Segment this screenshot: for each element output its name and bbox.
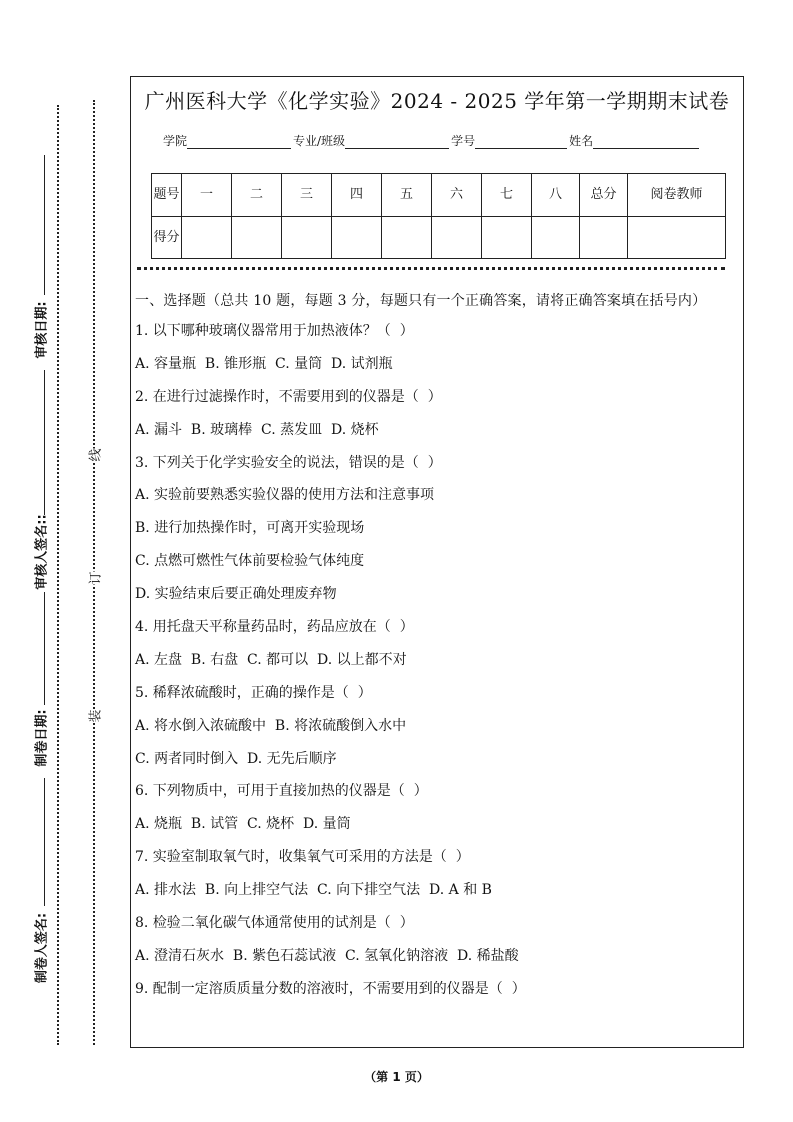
score-cell[interactable] <box>182 216 232 259</box>
binding-char-zhuang: 装 <box>82 709 107 722</box>
page-number: （第 1 页） <box>364 1070 429 1084</box>
score-cell[interactable] <box>282 216 332 259</box>
dotted-separator <box>137 267 725 270</box>
score-cell[interactable] <box>628 216 726 259</box>
reviewer-signature-label: 审核人签名:: <box>34 514 50 590</box>
answer-options: A. 左盘 B. 右盘 C. 都可以 D. 以上都不对 <box>135 651 407 668</box>
question-stem: 9. 配制一定溶质质量分数的溶液时，不需要用到的仪器是（ ） <box>135 980 526 997</box>
score-cell[interactable] <box>432 216 482 259</box>
score-cell[interactable] <box>580 216 628 259</box>
exam-content <box>135 290 735 1006</box>
paper-maker-signature-label: 制卷人签名: <box>34 912 50 984</box>
score-col-6: 六 <box>432 174 482 217</box>
name-label: 姓名 <box>569 134 594 148</box>
score-cell[interactable] <box>482 216 532 259</box>
question-stem: 5. 稀释浓硫酸时，正确的操作是（ ） <box>135 684 372 701</box>
paper-date-line <box>44 592 45 705</box>
answer-options: D. 实验结束后要正确处理废弃物 <box>135 586 337 603</box>
answer-options: A. 烧瓶 B. 试管 C. 烧杯 D. 量筒 <box>135 816 351 833</box>
question-stem: 7. 实验室制取氧气时，收集氧气可采用的方法是（ ） <box>135 849 470 866</box>
answer-options: B. 进行加热操作时，可离开实验现场 <box>135 520 365 537</box>
score-col-3: 三 <box>282 174 332 217</box>
college-label: 学院 <box>163 134 188 148</box>
paper-maker-signature-line <box>44 778 45 906</box>
student-id-field[interactable] <box>475 134 567 149</box>
review-date-label: 审核日期: <box>34 301 50 359</box>
answer-options: C. 点燃可燃性气体前要检验气体纯度 <box>135 553 365 570</box>
score-cell[interactable] <box>232 216 282 259</box>
score-col-4: 四 <box>332 174 382 217</box>
score-table-score-row <box>152 216 726 259</box>
binding-char-ding: 订 <box>82 571 107 584</box>
score-col-5: 五 <box>382 174 432 217</box>
answer-options: A. 澄清石灰水 B. 紫色石蕊试液 C. 氢氧化钠溶液 D. 稀盐酸 <box>135 947 519 964</box>
answer-options: A. 漏斗 B. 玻璃棒 C. 蒸发皿 D. 烧杯 <box>135 421 379 438</box>
exam-title: 广州医科大学《化学实验》2024 - 2025 学年第一学期期末试卷 <box>144 89 730 113</box>
major-class-label: 专业/班级 <box>293 134 346 148</box>
question-stem: 8. 检验二氧化碳气体通常使用的试剂是（ ） <box>135 915 414 932</box>
score-col-grader: 阅卷教师 <box>628 174 726 217</box>
question-stem: 6. 下列物质中，可用于直接加热的仪器是（ ） <box>135 783 428 800</box>
score-col-2: 二 <box>232 174 282 217</box>
score-col-8: 八 <box>532 174 580 217</box>
review-date-line <box>44 155 45 295</box>
score-col-1: 一 <box>182 174 232 217</box>
answer-options: A. 将水倒入浓硫酸中 B. 将浓硫酸倒入水中 <box>135 717 407 734</box>
student-id-label: 学号 <box>451 134 476 148</box>
binding-char-xian: 线 <box>82 448 107 461</box>
score-cell[interactable] <box>382 216 432 259</box>
score-table <box>151 173 726 259</box>
score-cell[interactable] <box>532 216 580 259</box>
question-stem: 4. 用托盘天平称量药品时，药品应放在（ ） <box>135 619 414 636</box>
score-col-total: 总分 <box>580 174 628 217</box>
reviewer-signature-line <box>44 370 45 515</box>
answer-options: A. 实验前要熟悉实验仪器的使用方法和注意事项 <box>135 487 435 504</box>
score-col-7: 七 <box>482 174 532 217</box>
question-list <box>135 315 735 1006</box>
binding-margin <box>0 0 128 1122</box>
dotted-guide-left <box>57 105 59 1045</box>
question-stem: 3. 下列关于化学实验安全的说法，错误的是（ ） <box>135 454 442 471</box>
answer-options: A. 排水法 B. 向上排空气法 C. 向下排空气法 D. A 和 B <box>135 882 492 899</box>
score-cell[interactable] <box>332 216 382 259</box>
question-number-label: 题号 <box>152 174 182 217</box>
student-info-row <box>163 132 701 149</box>
score-table-header-row <box>152 174 726 217</box>
answer-options: C. 两者同时倒入 D. 无先后顺序 <box>135 750 337 767</box>
exam-frame <box>130 76 744 1048</box>
score-label: 得分 <box>152 216 182 259</box>
major-class-field[interactable] <box>345 134 449 149</box>
name-field[interactable] <box>593 134 699 149</box>
question-stem: 1. 以下哪种玻璃仪器常用于加热液体？（ ） <box>135 323 414 339</box>
college-field[interactable] <box>187 134 291 149</box>
paper-date-label: 制卷日期: <box>34 709 50 767</box>
section-title: 一、选择题（总共 10 题，每题 3 分，每题只有一个正确答案，请将正确答案填在括号内） <box>135 293 707 309</box>
question-stem: 2. 在进行过滤操作时，不需要用到的仪器是（ ） <box>135 388 442 405</box>
answer-options: A. 容量瓶 B. 锥形瓶 C. 量筒 D. 试剂瓶 <box>135 355 393 372</box>
